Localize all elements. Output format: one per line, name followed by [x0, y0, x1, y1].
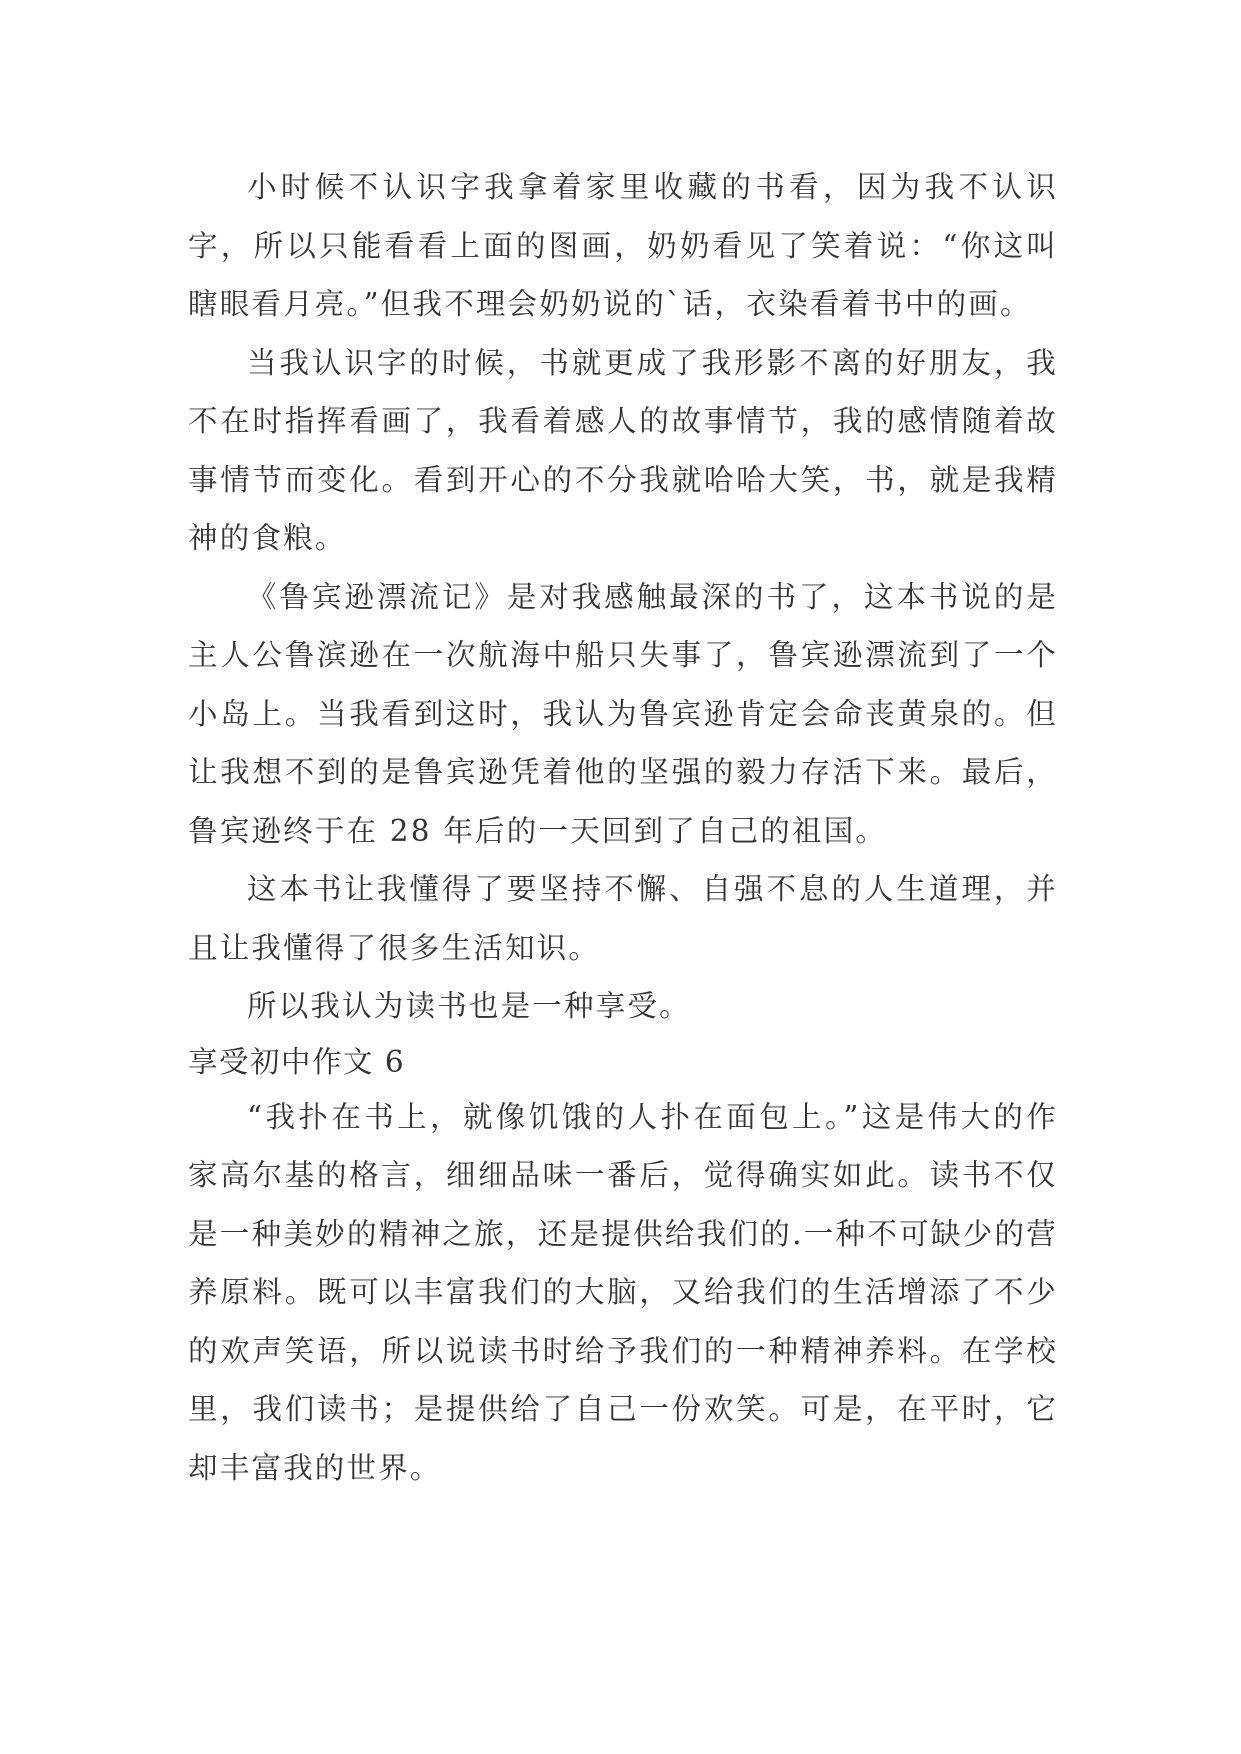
paragraph-robinson-crusoe: 《鲁宾逊漂流记》是对我感触最深的书了，这本书说的是主人公鲁滨逊在一次航海中船只失事了，鲁宾逊漂流到了一个小岛上。当我看到这时，我认为鲁宾逊肯定会命丧黄泉的。但让我想不到的是鲁宾逊凭着他的坚强的毅力存活下来。最后，鲁宾逊终于在 28 年后的一天回到了自己的祖国。 — [188, 579, 1058, 848]
paragraph-gorky-quote: “我扑在书上，就像饥饿的人扑在面包上。”这是伟大的作家高尔基的格言，细细品味一番后，觉得确实如此。读书不仅是一种美妙的精神之旅，还是提供给我们的.一种不可缺少的营养原料。既可以丰富我们的大脑，又给我们的生活增添了不少的欢声笑语，所以说读书时给予我们的一种精神养料。在学校里，我们读书；是提供给了自己一份欢笑。可是，在平时，它却丰富我的世界。 — [188, 1099, 1058, 1485]
paragraph-books-as-friends: 当我认识字的时候，书就更成了我形影不离的好朋友，我不在时指挥看画了，我看着感人的故事情节，我的感情随着故事情节而变化。看到开心的不分我就哈哈大笑，书，就是我精神的食粮。 — [188, 345, 1058, 555]
document-body — [188, 158, 1058, 1497]
paragraph-lesson-learned: 这本书让我懂得了要坚持不懈、自强不息的人生道理，并且让我懂得了很多生活知识。 — [188, 872, 1058, 965]
section-heading: 享受初中作文 6 — [188, 1044, 406, 1079]
paragraph-childhood-reading: 小时候不认识字我拿着家里收藏的书看，因为我不认识字，所以只能看看上面的图画，奶奶看见了笑着说：“你这叫瞎眼看月亮。”但我不理会奶奶说的`话，衣染看着书中的画。 — [188, 170, 1058, 321]
paragraph-conclusion: 所以我认为读书也是一种享受。 — [247, 989, 691, 1023]
